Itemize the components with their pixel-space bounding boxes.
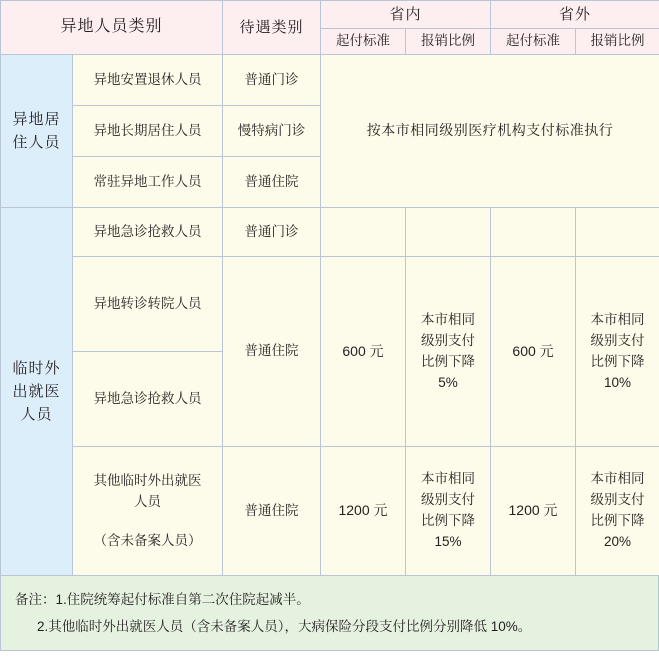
group-label-line: 出就医 — [12, 383, 61, 401]
table-header-row-1 — [1, 1, 659, 29]
footer-notes — [0, 576, 659, 651]
ratio-line: 级别支付 — [590, 492, 645, 508]
ratio-line: 级别支付 — [590, 332, 645, 348]
in-threshold-cell — [321, 208, 406, 257]
ratio-line: 5% — [438, 374, 458, 390]
out-ratio-cell — [576, 208, 659, 257]
treatment-cell: 普通住院 — [223, 157, 321, 208]
ratio-line: 比例下降 — [590, 353, 645, 369]
header-in-ratio: 报销比例 — [406, 29, 491, 55]
treatment-cell-inpatient: 普通住院 — [223, 257, 321, 447]
in-threshold-cell: 600 元 — [321, 257, 406, 447]
category-cell: 常驻异地工作人员 — [73, 157, 223, 208]
treatment-cell: 普通门诊 — [223, 208, 321, 257]
out-threshold-cell: 1200 元 — [491, 447, 576, 576]
footer-note-2: 2.其他临时外出就医人员（含未备案人员），大病保险分段支付比例分别降低 10%。 — [37, 619, 532, 635]
out-ratio-cell — [576, 257, 659, 447]
category-cell: 异地安置退休人员 — [73, 55, 223, 106]
table-row — [1, 55, 659, 106]
ratio-line: 10% — [604, 374, 632, 390]
header-category: 异地人员类别 — [1, 1, 223, 55]
in-ratio-cell — [406, 208, 491, 257]
ratio-line: 比例下降 — [590, 513, 645, 529]
group-label-line: 异地居 — [12, 110, 61, 128]
header-out-threshold: 起付标准 — [491, 29, 576, 55]
group-label-line: 临时外 — [12, 359, 61, 377]
merged-note-resident: 按本市相同级别医疗机构支付标准执行 — [321, 55, 659, 208]
out-ratio-cell — [576, 447, 659, 576]
ratio-line: 级别支付 — [421, 492, 476, 508]
ratio-line: 本市相同 — [421, 471, 476, 487]
category-cell-other — [73, 447, 223, 576]
category-line: 其他临时外出就医 — [93, 472, 202, 488]
ratio-line: 15% — [434, 534, 462, 550]
footer-note-1: 备注：1.住院统筹起付标准自第二次住院起减半。 — [15, 592, 310, 608]
ratio-line: 20% — [604, 534, 632, 550]
table-row — [1, 208, 659, 257]
ratio-line: 比例下降 — [421, 513, 476, 529]
out-threshold-cell — [491, 208, 576, 257]
ratio-line: 本市相同 — [590, 471, 645, 487]
table-row — [1, 257, 659, 352]
group-label-line: 住人员 — [12, 134, 61, 152]
ratio-line: 比例下降 — [421, 353, 476, 369]
out-threshold-cell: 600 元 — [491, 257, 576, 447]
category-cell: 异地急诊抢救人员 — [73, 352, 223, 447]
header-treatment-type: 待遇类别 — [223, 1, 321, 55]
table-row — [1, 447, 659, 576]
category-line: （含未备案人员） — [93, 532, 202, 548]
treatment-cell-inpatient: 普通住院 — [223, 447, 321, 576]
group-label-temporary — [1, 208, 73, 576]
category-cell: 异地长期居住人员 — [73, 106, 223, 157]
category-cell: 异地转诊转院人员 — [73, 257, 223, 352]
header-out-ratio: 报销比例 — [576, 29, 659, 55]
group-label-resident — [1, 55, 73, 208]
in-ratio-cell — [406, 447, 491, 576]
treatment-cell: 慢特病门诊 — [223, 106, 321, 157]
header-in-threshold: 起付标准 — [321, 29, 406, 55]
ratio-line: 本市相同 — [590, 311, 645, 327]
category-line: 人员 — [134, 493, 161, 509]
category-cell: 异地急诊抢救人员 — [73, 208, 223, 257]
group-label-line: 人员 — [20, 406, 53, 424]
ratio-line: 级别支付 — [421, 332, 476, 348]
ratio-line: 本市相同 — [421, 311, 476, 327]
in-ratio-cell — [406, 257, 491, 447]
header-in-province: 省内 — [321, 1, 491, 29]
treatment-cell: 普通门诊 — [223, 55, 321, 106]
in-threshold-cell: 1200 元 — [321, 447, 406, 576]
header-out-province: 省外 — [491, 1, 659, 29]
